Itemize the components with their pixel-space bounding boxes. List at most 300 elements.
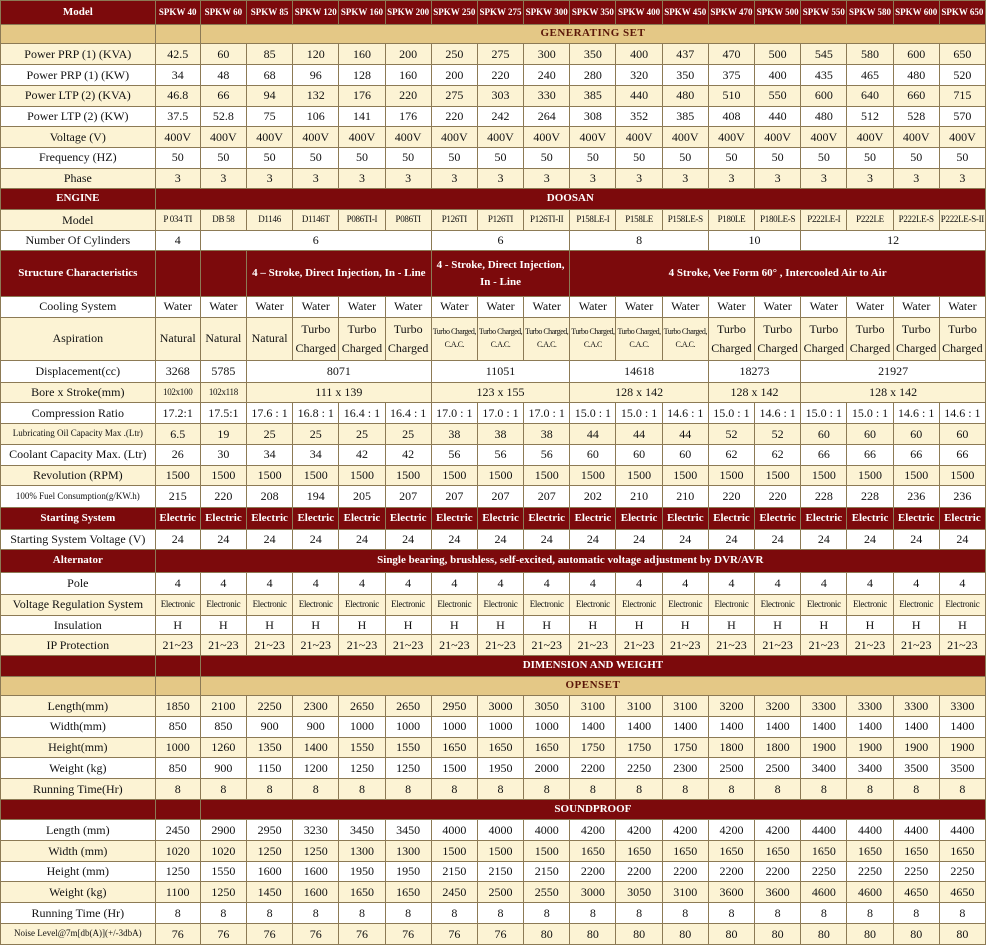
engine-model-row-value: P158LE-I — [570, 209, 616, 230]
compression-row-value: 15.0 : 1 — [570, 403, 616, 424]
cylinders-row — [1, 230, 986, 251]
soundproof-row-value: 1650 — [847, 841, 893, 862]
cylinders-value: 4 — [155, 230, 200, 251]
model-name: SPKW 60 — [200, 1, 246, 25]
generating-set-row-value: 400V — [708, 127, 754, 148]
alternator-row-value: Electronic — [662, 594, 708, 615]
lube-row-value: 60 — [893, 424, 939, 445]
model-name: SPKW 500 — [755, 1, 801, 25]
generating-set-row-value: 50 — [755, 147, 801, 168]
soundproof-row-value: 4400 — [847, 820, 893, 841]
soundproof-row-value: 2200 — [570, 861, 616, 882]
soundproof-row-value: 8 — [385, 903, 431, 924]
alternator-row-label: Voltage Regulation System — [1, 594, 156, 615]
soundproof-row-value: 76 — [155, 923, 200, 944]
fuel-row-value: 220 — [200, 486, 246, 508]
openset-row-value: 3400 — [801, 758, 847, 779]
openset-title: OPENSET — [200, 676, 985, 696]
starting-voltage-row-value: 24 — [339, 529, 385, 550]
cooling-row-value: Water — [155, 296, 200, 317]
generating-set-row-value: 50 — [939, 147, 985, 168]
generating-set-row-value: 160 — [339, 44, 385, 65]
soundproof-row-value: 1500 — [431, 841, 477, 862]
soundproof-row-value: 1650 — [385, 882, 431, 903]
generating-set-row-label: Phase — [1, 168, 156, 189]
revolution-row-value: 1500 — [708, 465, 754, 486]
alternator-row-value: 21~23 — [431, 635, 477, 656]
generating-set-row-value: 50 — [801, 147, 847, 168]
compression-row-value: 15.0 : 1 — [801, 403, 847, 424]
aspiration-row-value: Natural — [246, 317, 292, 360]
soundproof-row-value: 8 — [708, 903, 754, 924]
soundproof-row-value: 4650 — [893, 882, 939, 903]
generating-set-row-value: 50 — [155, 147, 200, 168]
coolant-row-value: 56 — [431, 444, 477, 465]
openset-row-value: 1400 — [293, 737, 339, 758]
soundproof-row-value: 8 — [477, 903, 523, 924]
soundproof-row-value: 80 — [524, 923, 570, 944]
generating-set-row-value: 400V — [847, 127, 893, 148]
lube-row-value: 44 — [616, 424, 662, 445]
generating-set-row-value: 400V — [893, 127, 939, 148]
generating-set-row-value: 520 — [939, 65, 985, 86]
openset-header-row — [1, 676, 986, 696]
openset-row-value: 8 — [570, 778, 616, 799]
revolution-row-value: 1500 — [847, 465, 893, 486]
structure-desc: 4 – Stroke, Direct Injection, In - Line — [246, 251, 431, 297]
generating-set-row-value: 3 — [155, 168, 200, 189]
generating-set-row-value: 3 — [939, 168, 985, 189]
revolution-row-value: 1500 — [939, 465, 985, 486]
soundproof-row-value: 4000 — [477, 820, 523, 841]
alternator-row-value: H — [155, 615, 200, 635]
soundproof-row-value: 4000 — [431, 820, 477, 841]
generating-set-row-value: 264 — [524, 106, 570, 127]
bore-value: 128 x 142 — [708, 382, 800, 403]
soundproof-row-value: 1500 — [477, 841, 523, 862]
soundproof-row-value: 8 — [939, 903, 985, 924]
fuel-row-value: 236 — [893, 486, 939, 508]
generating-set-row-value: 3 — [662, 168, 708, 189]
soundproof-row-value: 1650 — [339, 882, 385, 903]
openset-row-value: 1650 — [477, 737, 523, 758]
cylinders-value: 10 — [708, 230, 800, 251]
generating-set-row-value: 46.8 — [155, 85, 200, 106]
soundproof-row-value: 1650 — [755, 841, 801, 862]
generating-set-row-value: 3 — [847, 168, 893, 189]
generating-set-row-value: 50 — [662, 147, 708, 168]
displacement-value: 14618 — [570, 361, 709, 383]
openset-row-value: 2250 — [246, 696, 292, 717]
openset-row-value: 1800 — [708, 737, 754, 758]
openset-row-value: 8 — [293, 778, 339, 799]
section-spacer — [155, 655, 200, 676]
fuel-row-value: 228 — [801, 486, 847, 508]
alternator-row-value: Electronic — [524, 594, 570, 615]
coolant-row-value: 62 — [755, 444, 801, 465]
soundproof-row-value: 4200 — [616, 820, 662, 841]
alternator-row-value: 21~23 — [293, 635, 339, 656]
lube-row-label: Lubricating Oil Capacity Max .(Ltr) — [1, 424, 156, 445]
engine-model-row — [1, 209, 986, 230]
generating-set-row — [1, 106, 986, 127]
generating-set-row-value: 400V — [524, 127, 570, 148]
fuel-row-label: 100% Fuel Consumption(g/KW.h) — [1, 486, 156, 508]
generating-set-row-value: 3 — [431, 168, 477, 189]
soundproof-row-value: 8 — [755, 903, 801, 924]
cooling-row-value: Water — [200, 296, 246, 317]
compression-row-value: 15.0 : 1 — [616, 403, 662, 424]
cylinders-label: Number Of Cylinders — [1, 230, 156, 251]
soundproof-row-value: 76 — [385, 923, 431, 944]
fuel-row-value: 228 — [847, 486, 893, 508]
model-name: SPKW 400 — [616, 1, 662, 25]
generating-set-row-value: 400V — [801, 127, 847, 148]
openset-row-value: 1400 — [847, 716, 893, 737]
lube-row-value: 25 — [339, 424, 385, 445]
generating-set-row-value: 220 — [477, 65, 523, 86]
generating-set-row-value: 400V — [339, 127, 385, 148]
alternator-row-value: 4 — [939, 573, 985, 595]
generating-set-row-value: 220 — [385, 85, 431, 106]
soundproof-row-value: 3450 — [385, 820, 431, 841]
engine-model-row-value: P222LE — [847, 209, 893, 230]
soundproof-row — [1, 882, 986, 903]
alternator-row-value: Electronic — [246, 594, 292, 615]
coolant-row-value: 60 — [662, 444, 708, 465]
lube-row-value: 6.5 — [155, 424, 200, 445]
structure-spacer — [155, 251, 200, 297]
openset-row-value: 1000 — [385, 716, 431, 737]
alternator-row-value: 4 — [293, 573, 339, 595]
openset-row-value: 1750 — [570, 737, 616, 758]
generating-set-row-label: Power PRP (1) (KW) — [1, 65, 156, 86]
openset-row-value: 8 — [893, 778, 939, 799]
generating-set-row-value: 3 — [755, 168, 801, 189]
soundproof-row-value: 76 — [477, 923, 523, 944]
starting-value: Electric — [801, 507, 847, 529]
openset-row-value: 2950 — [431, 696, 477, 717]
fuel-row-value: 202 — [570, 486, 616, 508]
soundproof-row-value: 8 — [616, 903, 662, 924]
coolant-row-value: 30 — [200, 444, 246, 465]
aspiration-row-value: Turbo Charged — [939, 317, 985, 360]
openset-row-value: 2500 — [755, 758, 801, 779]
lube-row-value: 25 — [385, 424, 431, 445]
revolution-row-value: 1500 — [801, 465, 847, 486]
lube-row-value: 44 — [570, 424, 616, 445]
generating-set-row-value: 3 — [893, 168, 939, 189]
openset-row-value: 3100 — [616, 696, 662, 717]
alternator-row-value: H — [662, 615, 708, 635]
lube-row-value: 60 — [801, 424, 847, 445]
generating-set-row-value: 480 — [662, 85, 708, 106]
fuel-row-value: 220 — [708, 486, 754, 508]
alternator-row-value: H — [246, 615, 292, 635]
soundproof-row-value: 2950 — [246, 820, 292, 841]
alternator-row-value: 4 — [801, 573, 847, 595]
soundproof-row-value: 8 — [847, 903, 893, 924]
section-spacer — [1, 799, 156, 820]
soundproof-row-value: 76 — [431, 923, 477, 944]
alternator-row-value: 4 — [385, 573, 431, 595]
soundproof-row-value: 8 — [431, 903, 477, 924]
generating-set-row-value: 600 — [893, 44, 939, 65]
revolution-row-value: 1500 — [755, 465, 801, 486]
alternator-row-value: 21~23 — [570, 635, 616, 656]
fuel-row-value: 210 — [662, 486, 708, 508]
generating-set-row-value: 350 — [570, 44, 616, 65]
soundproof-row — [1, 841, 986, 862]
coolant-row-value: 42 — [339, 444, 385, 465]
alternator-row-value: H — [339, 615, 385, 635]
soundproof-row-value: 1650 — [616, 841, 662, 862]
alternator-row-value: H — [524, 615, 570, 635]
generating-set-row-value: 176 — [385, 106, 431, 127]
lube-row-value: 52 — [755, 424, 801, 445]
openset-row-value: 2100 — [200, 696, 246, 717]
section-spacer — [1, 655, 156, 676]
openset-row-value: 1950 — [477, 758, 523, 779]
starting-voltage-row-value: 24 — [708, 529, 754, 550]
openset-row-label: Width(mm) — [1, 716, 156, 737]
compression-row-value: 14.6 : 1 — [939, 403, 985, 424]
revolution-row-value: 1500 — [155, 465, 200, 486]
starting-label: Starting System — [1, 507, 156, 529]
openset-row-value: 1000 — [155, 737, 200, 758]
openset-row-value: 8 — [155, 778, 200, 799]
generating-set-row-value: 3 — [708, 168, 754, 189]
generating-set-row-value: 42.5 — [155, 44, 200, 65]
alternator-row-label: Pole — [1, 573, 156, 595]
openset-row-value: 1000 — [524, 716, 570, 737]
generating-set-row-value: 3 — [477, 168, 523, 189]
alternator-row-value: 21~23 — [477, 635, 523, 656]
soundproof-row-value: 3100 — [662, 882, 708, 903]
starting-value: Electric — [847, 507, 893, 529]
openset-row-value: 1350 — [246, 737, 292, 758]
compression-row-value: 17.0 : 1 — [524, 403, 570, 424]
soundproof-row-value: 2150 — [477, 861, 523, 882]
soundproof-row-value: 2200 — [616, 861, 662, 882]
starting-voltage-row-value: 24 — [616, 529, 662, 550]
cylinders-value: 6 — [431, 230, 570, 251]
alternator-row-value: H — [293, 615, 339, 635]
soundproof-row-label: Running Time (Hr) — [1, 903, 156, 924]
generating-set-row-value: 400V — [755, 127, 801, 148]
openset-row-value: 8 — [339, 778, 385, 799]
alternator-row-value: H — [477, 615, 523, 635]
section-spacer — [1, 676, 156, 696]
engine-model-row-value: P222LE-I — [801, 209, 847, 230]
engine-model-row-value: P158LE — [616, 209, 662, 230]
model-name: SPKW 650 — [939, 1, 985, 25]
soundproof-row-value: 1250 — [200, 882, 246, 903]
openset-row-value: 1000 — [339, 716, 385, 737]
alternator-row-value: H — [847, 615, 893, 635]
openset-row-value: 3300 — [893, 696, 939, 717]
structure-desc: 4 - Stroke, Direct Injection, In - Line — [431, 251, 570, 297]
starting-voltage-row-value: 24 — [293, 529, 339, 550]
soundproof-row-value: 1020 — [200, 841, 246, 862]
generating-set-row-value: 480 — [893, 65, 939, 86]
alternator-row — [1, 594, 986, 615]
soundproof-row-value: 2150 — [431, 861, 477, 882]
coolant-row-value: 66 — [847, 444, 893, 465]
openset-row-value: 3300 — [801, 696, 847, 717]
alternator-row-value: H — [801, 615, 847, 635]
dimension-title: DIMENSION AND WEIGHT — [200, 655, 985, 676]
openset-row-value: 3500 — [893, 758, 939, 779]
coolant-row-value: 26 — [155, 444, 200, 465]
generating-set-row-value: 385 — [662, 106, 708, 127]
generating-set-row-value: 106 — [293, 106, 339, 127]
revolution-row-value: 1500 — [616, 465, 662, 486]
generating-set-row-value: 176 — [339, 85, 385, 106]
alternator-label: Alternator — [1, 550, 156, 573]
aspiration-row-value: Turbo Charged, C.A.C. — [477, 317, 523, 360]
structure-label: Structure Characteristics — [1, 251, 156, 297]
openset-row-value: 1650 — [431, 737, 477, 758]
starting-voltage-row-value: 24 — [662, 529, 708, 550]
soundproof-row-value: 4400 — [939, 820, 985, 841]
cooling-row-value: Water — [524, 296, 570, 317]
openset-row-value: 1900 — [847, 737, 893, 758]
starting-voltage-row-value: 24 — [755, 529, 801, 550]
generating-set-row — [1, 147, 986, 168]
generating-set-row-value: 400V — [477, 127, 523, 148]
generating-set-row-value: 50 — [616, 147, 662, 168]
openset-row-value: 8 — [662, 778, 708, 799]
engine-model-row-value: P 034 TI — [155, 209, 200, 230]
generating-set-row — [1, 65, 986, 86]
soundproof-row-value: 1020 — [155, 841, 200, 862]
soundproof-row-value: 2200 — [755, 861, 801, 882]
alternator-row-value: H — [570, 615, 616, 635]
soundproof-row-value: 4600 — [801, 882, 847, 903]
soundproof-row-value: 2900 — [200, 820, 246, 841]
engine-model-row-value: P158LE-S — [662, 209, 708, 230]
openset-row-value: 1000 — [477, 716, 523, 737]
openset-row-value: 1400 — [801, 716, 847, 737]
fuel-row-value: 207 — [431, 486, 477, 508]
openset-row-label: Height(mm) — [1, 737, 156, 758]
openset-row-label: Weight (kg) — [1, 758, 156, 779]
alternator-row-value: 4 — [524, 573, 570, 595]
generating-set-row-value: 352 — [616, 106, 662, 127]
openset-row-value: 3100 — [662, 696, 708, 717]
soundproof-row-value: 2200 — [662, 861, 708, 882]
soundproof-row-value: 2200 — [708, 861, 754, 882]
generating-set-row-value: 75 — [246, 106, 292, 127]
engine-model-row-value: P180LE-S — [755, 209, 801, 230]
soundproof-row-value: 4400 — [801, 820, 847, 841]
openset-row-value: 1400 — [662, 716, 708, 737]
alternator-row-value: 21~23 — [708, 635, 754, 656]
generating-set-row-value: 510 — [708, 85, 754, 106]
openset-row-value: 1900 — [801, 737, 847, 758]
compression-row-value: 17.2:1 — [155, 403, 200, 424]
soundproof-row-value: 80 — [708, 923, 754, 944]
openset-row-value: 1850 — [155, 696, 200, 717]
openset-row-value: 1150 — [246, 758, 292, 779]
engine-model-row-value: P126TI — [431, 209, 477, 230]
generating-set-row-value: 580 — [847, 44, 893, 65]
generating-set-row-value: 240 — [524, 65, 570, 86]
soundproof-row-value: 3230 — [293, 820, 339, 841]
openset-row-value: 850 — [155, 758, 200, 779]
alternator-row-value: H — [431, 615, 477, 635]
revolution-row-value: 1500 — [524, 465, 570, 486]
openset-row-value: 1650 — [524, 737, 570, 758]
openset-row-label: Running Time(Hr) — [1, 778, 156, 799]
generating-set-row-value: 50 — [339, 147, 385, 168]
soundproof-row-label: Weight (kg) — [1, 882, 156, 903]
soundproof-row-value: 80 — [616, 923, 662, 944]
openset-row-value: 1550 — [339, 737, 385, 758]
fuel-row-value: 208 — [246, 486, 292, 508]
soundproof-row-value: 80 — [801, 923, 847, 944]
alternator-row-value: 21~23 — [939, 635, 985, 656]
soundproof-row-value: 4200 — [708, 820, 754, 841]
soundproof-row-value: 1550 — [200, 861, 246, 882]
alternator-row-value: 21~23 — [339, 635, 385, 656]
soundproof-row-value: 8 — [570, 903, 616, 924]
soundproof-row-value: 8 — [893, 903, 939, 924]
model-name: SPKW 550 — [801, 1, 847, 25]
coolant-row-value: 60 — [570, 444, 616, 465]
aspiration-row-value: Turbo Charged — [755, 317, 801, 360]
coolant-row-value: 60 — [616, 444, 662, 465]
bore-row — [1, 382, 986, 403]
bore-value: 128 x 142 — [570, 382, 709, 403]
soundproof-row-value: 1300 — [385, 841, 431, 862]
model-name: SPKW 275 — [477, 1, 523, 25]
revolution-row-value: 1500 — [200, 465, 246, 486]
soundproof-row-value: 8 — [524, 903, 570, 924]
revolution-row-value: 1500 — [293, 465, 339, 486]
alternator-row-value: 21~23 — [155, 635, 200, 656]
generating-set-row-value: 400 — [755, 65, 801, 86]
lube-row-value: 38 — [477, 424, 523, 445]
generating-set-row-value: 480 — [801, 106, 847, 127]
openset-row-value: 2300 — [293, 696, 339, 717]
aspiration-row-value: Turbo Charged — [385, 317, 431, 360]
openset-row-value: 3000 — [477, 696, 523, 717]
alternator-row-value: 21~23 — [662, 635, 708, 656]
cooling-row-value: Water — [801, 296, 847, 317]
model-name: SPKW 120 — [293, 1, 339, 25]
openset-row-value: 8 — [385, 778, 431, 799]
generating-set-row-value: 242 — [477, 106, 523, 127]
soundproof-row-value: 2250 — [801, 861, 847, 882]
cylinders-value: 6 — [200, 230, 431, 251]
revolution-row-value: 1500 — [431, 465, 477, 486]
soundproof-row-value: 1650 — [801, 841, 847, 862]
openset-row-value: 3300 — [939, 696, 985, 717]
soundproof-row-value: 1600 — [293, 861, 339, 882]
aspiration-row-value: Turbo Charged — [801, 317, 847, 360]
aspiration-row-value: Turbo Charged, C.A.C. — [431, 317, 477, 360]
openset-row-value: 1900 — [939, 737, 985, 758]
generating-set-row-value: 350 — [662, 65, 708, 86]
alternator-row-value: 21~23 — [847, 635, 893, 656]
starting-voltage-row-value: 24 — [431, 529, 477, 550]
generating-set-row-value: 385 — [570, 85, 616, 106]
openset-row-value: 2650 — [385, 696, 431, 717]
starting-voltage-row-value: 24 — [385, 529, 431, 550]
openset-row-value: 1400 — [939, 716, 985, 737]
